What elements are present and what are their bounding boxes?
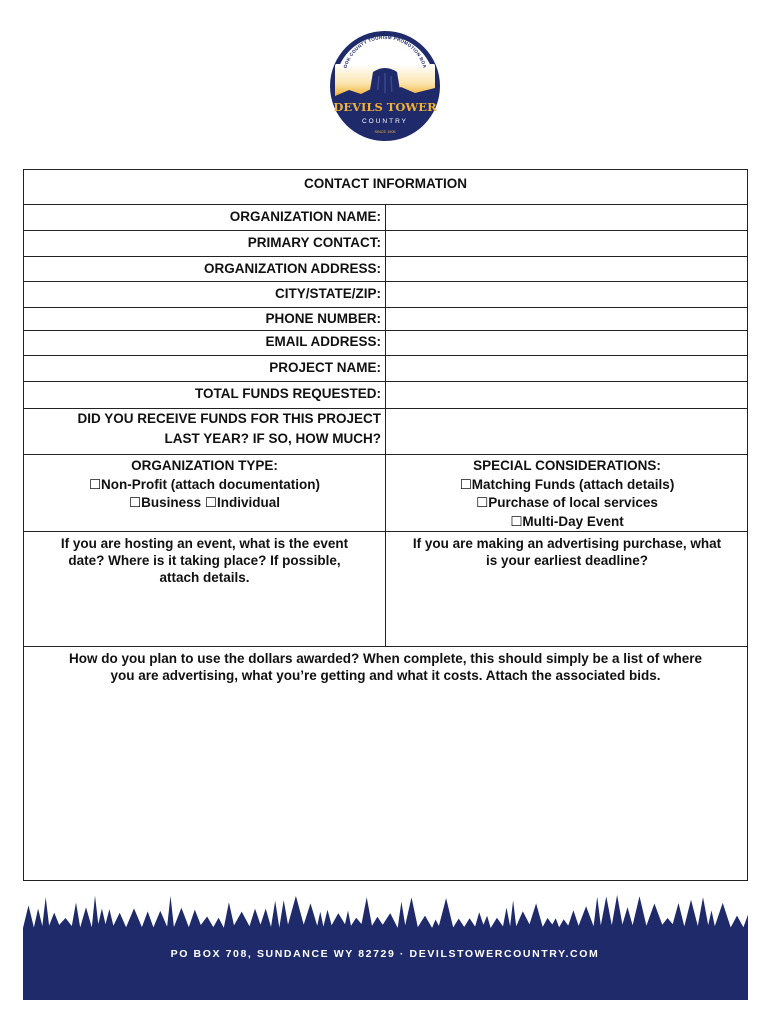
devils-tower-country-logo [329,24,441,148]
contact-information-form [23,169,748,881]
label-email-address: EMAIL ADDRESS: [265,334,381,349]
advertising-question-line2: is your earliest deadline? [485,553,649,568]
business-checkbox-icon[interactable]: ☐ [128,495,142,510]
label-organization-address: ORGANIZATION ADDRESS: [204,261,381,276]
multi-day-checkbox-icon[interactable]: ☐ [510,514,523,529]
local-services-checkbox-icon[interactable]: ☐ [476,495,489,510]
city-state-zip-field[interactable] [387,283,747,306]
label-total-funds-requested: TOTAL FUNDS REQUESTED: [194,386,381,401]
logo-title: DEVILS TOWER [333,100,437,114]
logo-arc-text: OOK COUNTY TOURISM PROMOTION BOA [342,34,428,69]
label-previous-funds-line2: LAST YEAR? IF SO, HOW MUCH? [164,431,381,446]
label-project-name: PROJECT NAME: [269,360,381,375]
total-funds-requested-field[interactable] [387,383,747,407]
project-name-field[interactable] [387,357,747,380]
logo-since: SINCE 1906 [374,130,396,134]
plan-question-line1: How do you plan to use the dollars awarded? When complete, this should simply be a list of where [68,651,703,666]
option-non-profit-label: Non-Profit (attach documentation) [101,477,321,492]
option-individual-label: Individual [217,495,281,510]
option-matching-funds[interactable] [387,476,747,493]
organization-type-title: ORGANIZATION TYPE: [131,458,278,473]
option-local-services[interactable] [387,494,747,511]
event-question-line1: If you are hosting an event, what is the event [60,536,349,551]
previous-funds-field[interactable] [387,410,747,453]
advertising-question-line1: If you are making an advertising purchase, what [412,536,722,551]
phone-number-field[interactable] [387,309,747,329]
logo-subtitle: COUNTRY [361,118,409,125]
label-previous-funds-line1: DID YOU RECEIVE FUNDS FOR THIS PROJECT [77,411,381,426]
plan-question [24,650,747,684]
option-business-label: Business [141,495,202,510]
event-question-line3: attach details. [159,570,250,585]
label-city-state-zip: CITY/STATE/ZIP: [275,286,381,301]
event-question-line2: date? Where is it taking place? If possible, [68,553,341,568]
footer-tree-banner [23,888,748,1000]
option-multi-day-label: Multi-Day Event [522,514,624,529]
organization-name-field[interactable] [387,206,747,229]
option-non-profit[interactable] [24,476,385,493]
label-organization-name: ORGANIZATION NAME: [229,209,381,224]
organization-address-field[interactable] [387,258,747,280]
special-considerations-title: SPECIAL CONSIDERATIONS: [473,458,661,473]
primary-contact-field[interactable] [387,232,747,255]
non-profit-checkbox-icon[interactable]: ☐ [88,477,102,492]
footer-address: PO BOX 708, SUNDANCE WY 82729 · DEVILSTOWERCOUNTRY.COM [170,948,600,960]
email-address-field[interactable] [387,332,747,354]
matching-funds-checkbox-icon[interactable]: ☐ [459,477,472,492]
advertising-question [387,535,747,569]
option-business-individual-row [24,494,385,511]
option-matching-funds-label: Matching Funds (attach details) [471,477,675,492]
option-local-services-label: Purchase of local services [488,495,658,510]
label-primary-contact: PRIMARY CONTACT: [247,235,381,250]
plan-question-line2: you are advertising, what you’re getting and what it costs. Attach the associated bids. [110,668,661,683]
option-multi-day-event[interactable] [387,513,747,530]
label-phone-number: PHONE NUMBER: [265,311,381,326]
individual-checkbox-icon[interactable]: ☐ [204,495,217,510]
event-question [28,535,381,586]
section-title: CONTACT INFORMATION [304,176,467,191]
